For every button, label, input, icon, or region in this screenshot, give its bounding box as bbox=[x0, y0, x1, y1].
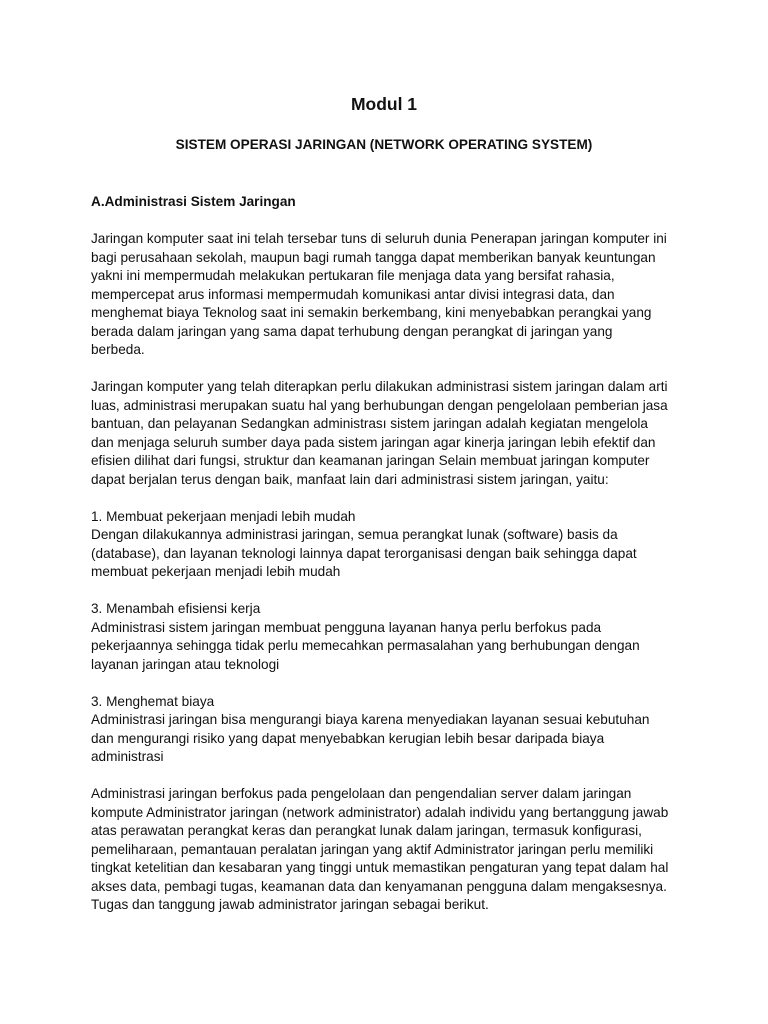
text-line: pekerjaannya sehingga tidak perlu memecahkan permasalahan yang berhubungan dengan bbox=[91, 638, 640, 653]
text-line: kompute Administrator jaringan (network administrator) adalah individu yang bertanggung jawab bbox=[91, 804, 669, 820]
text-line: bagi perusahaan sekolah, maupun bagi rumah tangga dapat memberikan banyak keuntungan bbox=[91, 249, 656, 265]
list-item-heading: 3. Menambah efisiensi kerja bbox=[91, 601, 261, 616]
text-line: berbeda. bbox=[91, 342, 145, 357]
text-line: dan mengurangi risiko yang dapat menyebabkan kerugian lebih besar daripada biaya bbox=[91, 730, 605, 746]
text-line: Dengan dilakukannya administrasi jaringan, semua perangkat lunak (software) basis da bbox=[91, 527, 618, 542]
text-line: berada dalam jaringan yang sama dapat terhubung dengan perangkat di jaringan yang bbox=[91, 323, 613, 339]
text-line: Administrasi jaringan berfokus pada pengelolaan dan pengendalian server dalam jaringan bbox=[91, 786, 632, 801]
text-line: tingkat ketelitian dan kesabaran yang tinggi untuk memastikan pengaturan yang tepat dalam hal bbox=[91, 860, 669, 875]
text-line: mempercepat arus informasi mempermudah komunikasi antar divisi integrasi data, dan bbox=[91, 286, 615, 302]
text-line: yakni ini mempermudah melakukan pertukaran file menjaga data yang bersifat rahasia, bbox=[91, 268, 615, 283]
document-body bbox=[91, 193, 691, 933]
text-line: akses data, pembagi tugas, keamanan data dan kenyamanan pengguna dalam mengaksesnya. bbox=[91, 878, 667, 894]
text-line: Jaringan komputer saat ini telah tersebar tuns di seluruh dunia Penerapan jaringan komputer ini bbox=[91, 231, 667, 246]
page-title: Modul 1 bbox=[350, 94, 418, 114]
text-line: luas, administrasi merupakan suatu hal yang berhubungan dengan pengelolaan pemberian jasa bbox=[91, 397, 668, 413]
list-item-efficiency bbox=[91, 600, 691, 674]
text-line: membuat pekerjaan menjadi lebih mudah bbox=[91, 564, 341, 579]
text-line: menghemat biaya Teknolog saat ini semakin berkembang, kini menyebabkan perangkai yang bbox=[91, 305, 652, 320]
paragraph-administrator bbox=[91, 785, 691, 915]
text-line: efisien dilihat dari fungsi, struktur dan keamanan jaringan Selain membuat jaringan komputer bbox=[91, 453, 650, 468]
text-line: administrasi bbox=[91, 749, 164, 764]
text-line: Tugas dan tanggung jawab administrator jaringan sebagai berikut. bbox=[91, 897, 489, 912]
text-line: layanan jaringan atau teknologi bbox=[91, 656, 280, 672]
text-line: pemeliharaan, pemantauan peralatan jaringan yang aktif Administrator jaringan perlu memiliki bbox=[91, 841, 654, 857]
text-line: bantuan, dan pelayanan Sedangkan administrası sistem jaringan adalah kegiatan mengelola bbox=[91, 416, 648, 431]
list-item-easier-work bbox=[91, 508, 691, 582]
text-line: atas perawatan perangkat keras dan perangkat lunak dalam jaringan, termasuk konfigurasi, bbox=[91, 823, 642, 838]
list-item-heading: 3. Menghemat biaya bbox=[91, 693, 215, 709]
paragraph-administration bbox=[91, 378, 691, 489]
list-item-cost-saving bbox=[91, 693, 691, 767]
section-heading: A.Administrasi Sistem Jaringan bbox=[91, 194, 296, 209]
text-line: Jaringan komputer yang telah diterapkan perlu dilakukan administrasi sistem jaringan dalam arti bbox=[91, 379, 668, 394]
document-subtitle: SISTEM OPERASI JARINGAN (NETWORK OPERATING SYSTEM) bbox=[175, 137, 593, 152]
text-line: dan menjaga seluruh sumber daya pada sistem jaringan agar kinerja jaringan lebih efektif dan bbox=[91, 434, 656, 450]
list-item-heading: 1. Membuat pekerjaan menjadi lebih mudah bbox=[91, 508, 356, 524]
text-line: (database), dan layanan teknologi lainnya dapat terorganisasi dengan baik sehingga dapat bbox=[91, 545, 637, 561]
paragraph-intro bbox=[91, 230, 691, 360]
text-line: dapat berjalan terus dengan baik, manfaat lain dari administrasi sistem jaringan, yaitu: bbox=[91, 471, 609, 487]
text-line: Administrasi jaringan bisa mengurangi biaya karena menyediakan layanan sesuai kebutuhan bbox=[91, 712, 650, 727]
text-line: Administrasi sistem jaringan membuat pengguna layanan hanya perlu berfokus pada bbox=[91, 619, 602, 635]
